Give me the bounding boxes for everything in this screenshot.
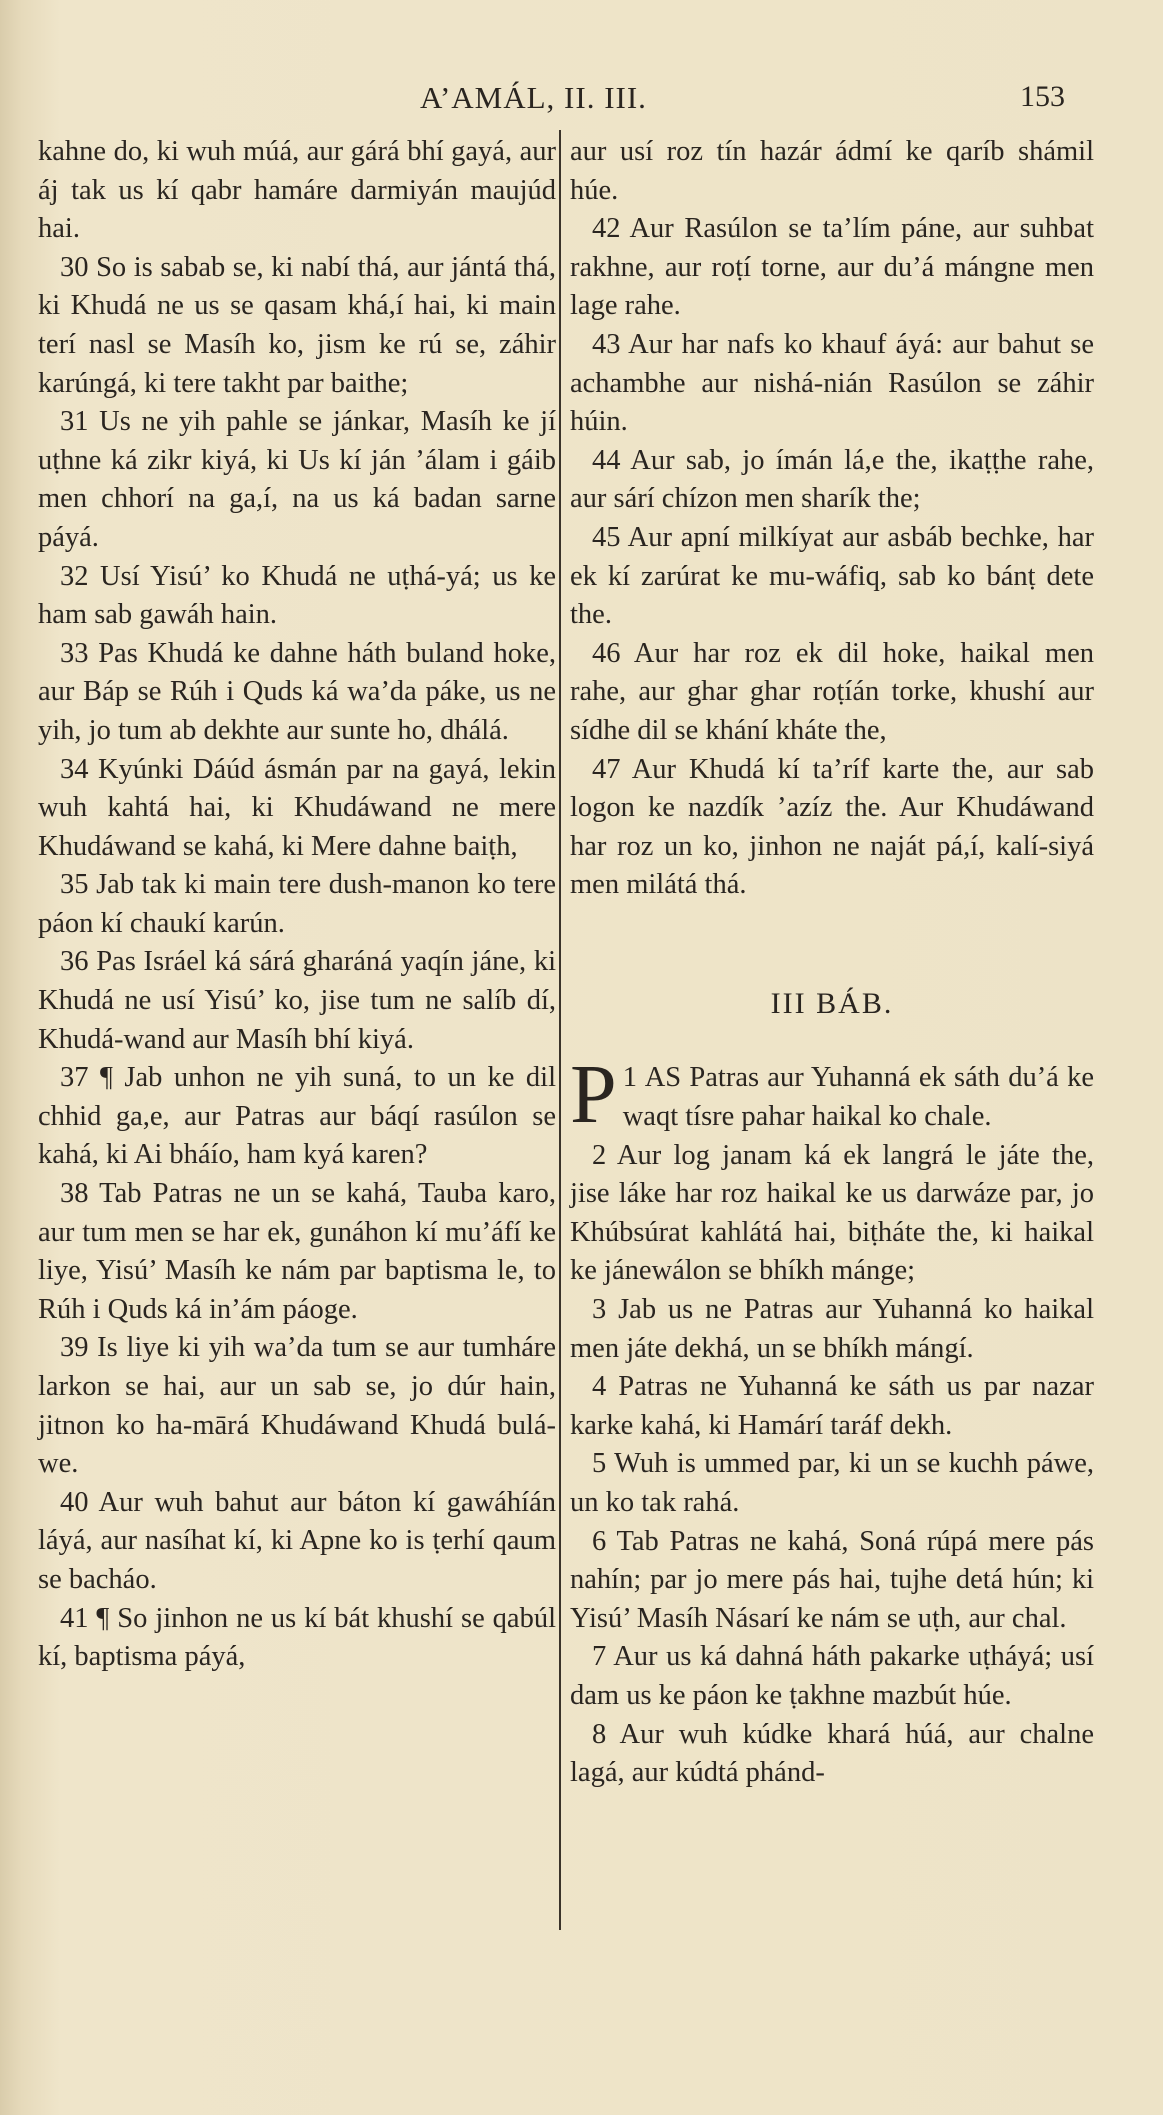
running-title: A’AMÁL, II. III. [420, 80, 647, 115]
verse-paragraph: 33 Pas Khudá ke dahne háth buland hoke, aur Báp se Rúh i Quds ká wa’da páke, us ne yih, jo tum ab dekhte aur sunte ho, dhálá. [38, 637, 556, 746]
verse-paragraph: 3 Jab us ne Patras aur Yuhanná ko haikal men játe dekhá, un se bhíkh mángí. [570, 1294, 1094, 1364]
verse-paragraph: 43 Aur har nafs ko khauf áyá: aur bahut se achambhe aur nishá-nián Rasúlon se záhir húin. [570, 328, 1094, 438]
running-header [0, 80, 1163, 120]
verse-paragraph: kahne do, ki wuh múá, aur gárá bhí gayá, aur áj tak us kí qabr hamáre darmiyán maujúd hai. [38, 136, 556, 245]
page-number: 153 [1020, 80, 1065, 113]
verse-paragraph: 31 Us ne yih pahle se jánkar, Masíh ke jí uṭhne ká zikr kiyá, ki Us kí ján ’álam i gáib men chhorí na ga,í, na us ká badan sarne páyá. [38, 406, 556, 553]
verse-paragraph: 5 Wuh is ummed par, ki un se kuchh páwe, un ko tak rahá. [570, 1448, 1094, 1518]
verse-paragraph: 46 Aur har roz ek dil hoke, haikal men rahe, aur ghar ghar roṭíán torke, khushí aur sídhe dil se khání kháte the, [570, 637, 1094, 746]
verse-paragraph: 32 Usí Yisú’ ko Khudá ne uṭhá-yá; us ke ham sab gawáh hain. [38, 560, 556, 631]
verse-paragraph: 2 Aur log janam ká ek langrá le játe the, jise láke har roz haikal ke us darwáze par, jo Khúbsúrat kahlátá hai, biṭháte the, ki haikal ke jánewálon se bhíkh mánge; [570, 1139, 1094, 1287]
verse-paragraph: 34 Kyúnki Dáúd ásmán par na gayá, lekin wuh kahtá hai, ki Khudáwand ne mere Khudáwand se kahá, ki Mere dahne baiṭh, [38, 753, 556, 862]
right-column [570, 133, 1094, 1793]
verse-paragraph: 8 Aur wuh kúdke khará húá, aur chalne lagá, aur kúdtá phánd- [570, 1718, 1094, 1789]
chapter-heading: III BÁB. [770, 986, 894, 1020]
verse-paragraph: 6 Tab Patras ne kahá, Soná rúpá mere pás nahín; par jo mere pás hai, tujhe detá hún; ki Yisú’ Masíh Násarí ke nám se uṭh, aur chal. [570, 1525, 1094, 1634]
left-column [38, 133, 556, 1677]
verse-paragraph: 7 Aur us ká dahná háth pakarke uṭháyá; usí dam us ke páon ke ṭakhne mazbút húe. [570, 1641, 1094, 1711]
verse-paragraph: 41 ¶ So jinhon ne us kí bát khushí se qabúl kí, baptisma páyá, [38, 1602, 556, 1673]
verse-paragraph: aur usí roz tín hazár ádmí ke qaríb shámil húe. [570, 136, 1094, 206]
verse-paragraph: 38 Tab Patras ne un se kahá, Tauba karo, aur tum men se har ek, gunáhon kí mu’áfí ke liye, Yisú’ Masíh ke nám par baptisma le, to Rúh i Quds ká in’ám páoge. [38, 1178, 556, 1325]
chapter-first-verse [570, 1048, 1094, 1142]
verse-paragraph: 44 Aur sab, jo ímán lá,e the, ikaṭṭhe rahe, aur sárí chízon men sharík the; [570, 444, 1094, 515]
verse-number: 1 [622, 1062, 637, 1094]
verse-paragraph: 36 Pas Isráel ká sárá gharáná yaqín jáne, ki Khudá ne usí Yisú’ ko, jise tum ne salíb dí, Khudá-wand aur Masíh bhí kiyá. [38, 946, 556, 1055]
verse-paragraph: 37 ¶ Jab unhon ne yih suná, to un ke dil chhid ga,e, aur Patras aur báqí rasúlon se kahá, ki Ai bháío, ham kyá karen? [38, 1062, 556, 1171]
verse-paragraph: 45 Aur apní milkíyat aur asbáb bechke, har ek kí zarúrat ke mu-wáfiq, sab ko bánṭ dete the. [570, 521, 1094, 631]
verse-paragraph: 4 Patras ne Yuhanná ke sáth us par nazar karke kahá, ki Hamárí taráf dekh. [570, 1371, 1094, 1441]
verse-paragraph: 39 Is liye ki yih wa’da tum se aur tumháre larkon se hai, aur un sab se, jo dúr hain, jitnon ko ha-mārá Khudáwand Khudá bulá-we. [38, 1332, 556, 1480]
verse-paragraph: 40 Aur wuh bahut aur báton kí gawáhíán láyá, aur nasíhat kí, ki Apne ko is ṭerhí qaum se bacháo. [38, 1486, 556, 1595]
verse-paragraph: 42 Aur Rasúlon se ta’lím páne, aur suhbat rakhne, aur roṭí torne, aur du’á mángne men lage rahe. [570, 213, 1094, 322]
column-divider [559, 130, 561, 1930]
verse-paragraph: 47 Aur Khudá kí ta’ríf karte the, aur sab logon ke nazdík ’azíz the. Aur Khudáwand har roz un ko, jinhon ne naját pá,í, kalí-siyá men milátá thá. [570, 753, 1094, 901]
verse-paragraph: 35 Jab tak ki main tere dush-manon ko tere páon kí chaukí karún. [38, 869, 556, 939]
drop-cap-letter: P [570, 1048, 617, 1142]
verse-paragraph: 30 So is sabab se, ki nabí thá, aur jántá thá, ki Khudá ne us se qasam khá,í hai, ki main terí nasl se Masíh ko, jism ke rú se, záhir karúngá, ki tere takht par baithe; [38, 251, 556, 399]
verse-text: AS Patras aur Yuhanná ek sáth du’á ke waqt tísre pahar haikal ko chale. [622, 1062, 1094, 1133]
